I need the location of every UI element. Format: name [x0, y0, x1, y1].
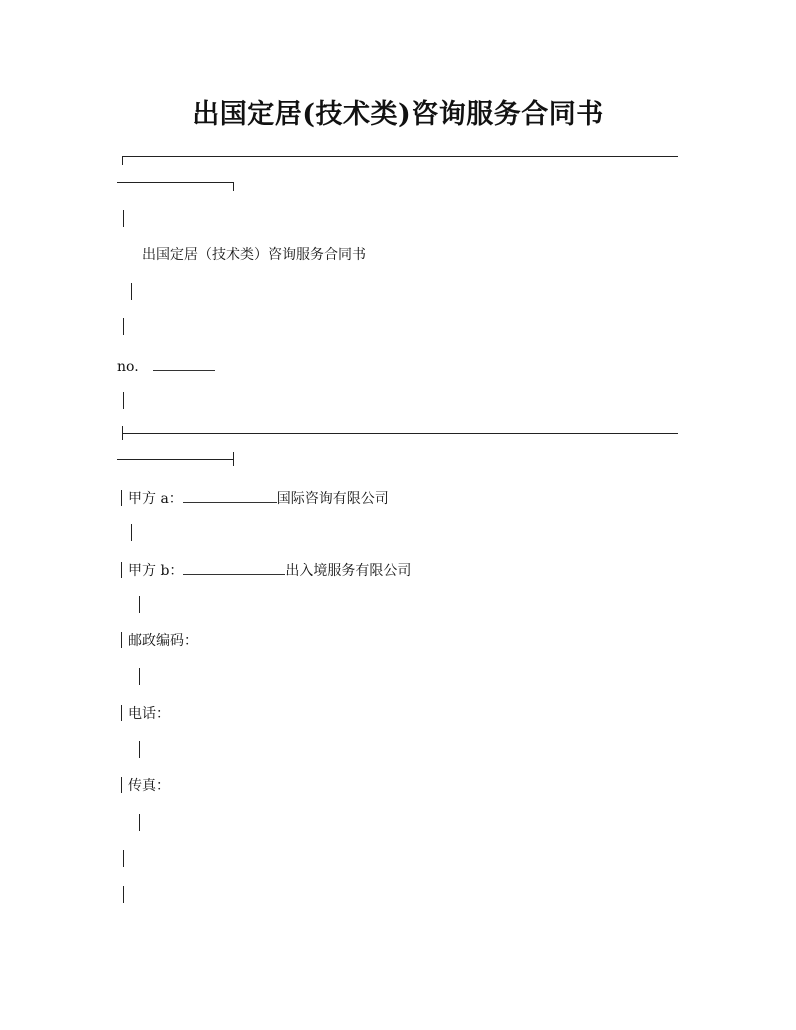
document-title: 出国定居(技术类)咨询服务合同书: [192, 99, 604, 130]
table-cell-border: [139, 814, 140, 831]
table-middle-border: [122, 433, 678, 434]
table-cell-border: [139, 741, 140, 758]
phone-row: [121, 705, 170, 723]
postal-code-label: 邮政编码：: [128, 633, 198, 649]
table-top-border-wrap: [117, 182, 234, 183]
table-middle-border-wrap: [117, 459, 234, 460]
party-a-blank: [183, 488, 277, 503]
table-top-right-corner: [233, 182, 234, 191]
postal-code-row: [121, 632, 198, 650]
table-cell-border: [121, 705, 122, 721]
table-cell-border: [121, 490, 122, 506]
party-b-row: [121, 560, 411, 580]
table-cell-border: [123, 318, 124, 335]
fax-row: [121, 777, 170, 795]
table-middle-left-tee: [122, 426, 123, 440]
table-cell-border: [121, 777, 122, 793]
table-cell-border: [131, 283, 132, 300]
table-top-left-corner: [122, 156, 123, 165]
table-cell-border: [139, 596, 140, 613]
table-cell-border: [121, 632, 122, 648]
table-cell-border: [123, 210, 124, 227]
table-cell-border: [121, 562, 122, 578]
fax-label: 传真：: [128, 778, 170, 794]
table-cell-border: [123, 886, 124, 903]
phone-label: 电话：: [128, 706, 170, 722]
party-b-name: 出入境服务有限公司: [285, 563, 412, 579]
contract-number-blank: [153, 356, 215, 371]
table-cell-border: [139, 668, 140, 685]
table-cell-border: [123, 850, 124, 867]
party-a-label: 甲方 a：: [128, 491, 183, 507]
document-subtitle: 出国定居（技术类）咨询服务合同书: [142, 247, 366, 263]
party-a-name: 国际咨询有限公司: [276, 491, 389, 507]
party-a-row: [121, 488, 389, 508]
table-cell-border: [123, 392, 124, 409]
party-b-blank: [183, 560, 285, 575]
table-cell-border: [131, 524, 132, 541]
party-b-label: 甲方 b：: [128, 563, 184, 579]
contract-number: [117, 356, 215, 376]
contract-number-label: no.: [117, 359, 139, 375]
table-top-border: [122, 156, 678, 157]
table-middle-right-tee: [233, 452, 234, 466]
